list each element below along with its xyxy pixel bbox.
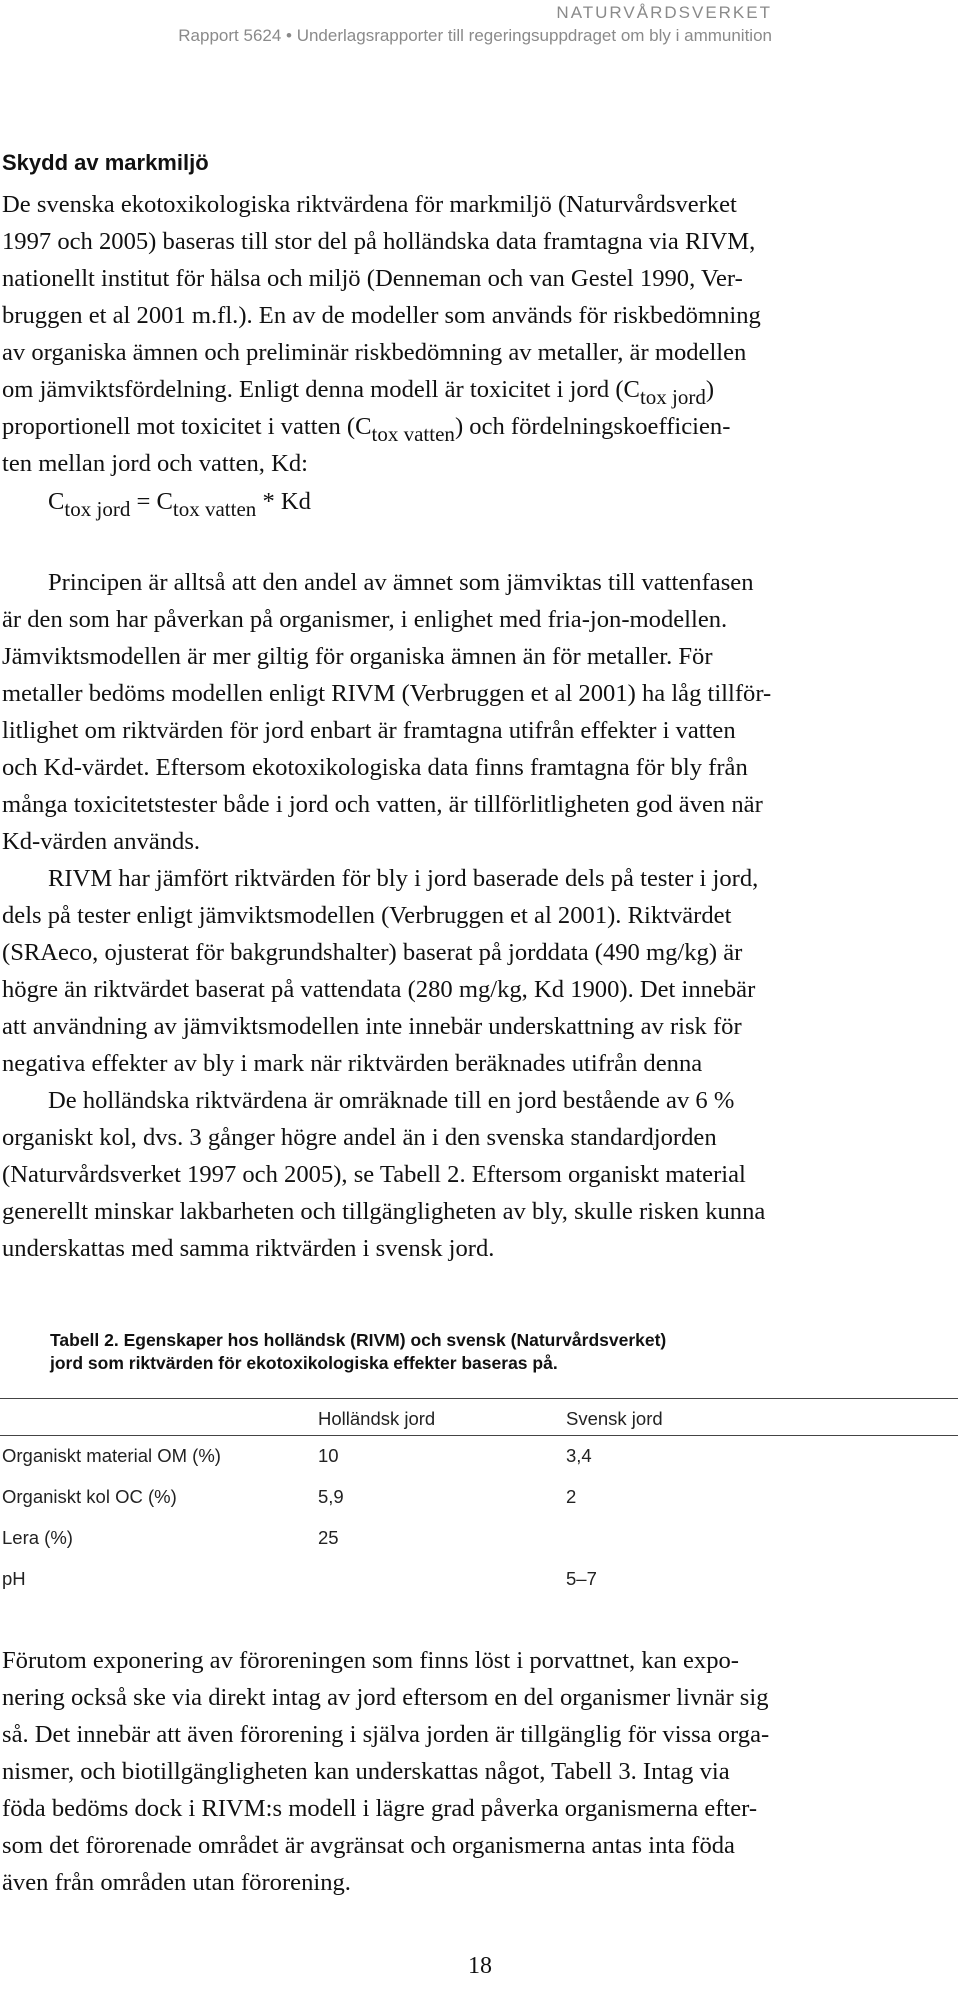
text-line: Kd-värden används. [2,828,201,855]
running-header [178,2,772,48]
table-cell: 2 [566,1486,577,1507]
table-cell: 5,9 [318,1486,344,1507]
equation-symbol: = C [130,488,173,515]
text-line: dels på tester enligt jämviktsmodellen (Verbruggen et al 2001). Riktvärdet [2,902,732,929]
text-line: RIVM har jämfört riktvärden för bly i jord baserade dels på tester i jord, [48,865,759,892]
text-line: och Kd-värdet. Eftersom ekotoxikologiska data finns framtagna för bly från [2,754,748,781]
text-line: De svenska ekotoxikologiska riktvärdena för markmiljö (Naturvårdsverket [2,191,737,218]
text-line: underskattas med samma riktvärden i svensk jord. [2,1235,495,1262]
text-fragment: om jämviktsfördelning. Enligt denna modell är toxicitet i jord (C [2,376,640,403]
table-row [0,1477,958,1518]
paragraph-principle [2,564,950,1267]
text-fragment: ) och fördelningskoefficien- [454,413,731,440]
text-line: litlighet om riktvärden för jord enbart är framtagna utifrån effekter i vatten [2,717,736,744]
text-line: nering också ske via direkt intag av jord eftersom en del organismer livnär sig [2,1684,769,1711]
table-cell: Organiskt kol OC (%) [2,1486,177,1507]
table-cell: Lera (%) [2,1527,73,1548]
caption-line: Tabell 2. Egenskaper hos holländsk (RIVM) och svensk (Naturvårdsverket) [50,1330,667,1350]
header-organization: NATURVÅRDSVERKET [556,3,772,22]
paragraph-intro [2,186,950,532]
table-row [0,1436,958,1477]
text-line: organiskt kol, dvs. 3 gånger högre andel än i den svenska standardjorden [2,1124,717,1151]
page-number: 18 [468,1953,492,1979]
table-row [0,1518,958,1559]
header-report-title: Rapport 5624 • Underlagsrapporter till regeringsuppdraget om bly i ammunition [178,26,772,45]
text-line: 1997 och 2005) baseras till stor del på holländska data framtagna via RIVM, [2,228,756,255]
caption-line: jord som riktvärden för ekotoxikologiska effekter baseras på. [50,1353,558,1373]
text-fragment: proportionell mot toxicitet i vatten (C [2,413,372,440]
equation-symbol: * Kd [256,488,311,515]
paragraph-exposure [2,1642,950,1901]
text-line-with-subscript [2,371,950,408]
subscript: tox jord [639,385,706,409]
equation [2,472,950,532]
text-line: De holländska riktvärdena är omräknade till en jord bestående av 6 % [48,1087,735,1114]
text-line: av organiska ämnen och preliminär riskbedömning av metaller, är modellen [2,339,747,366]
text-fragment: ) [705,376,715,403]
text-line: metaller bedöms modellen enligt RIVM (Verbruggen et al 2001) ha låg tillför- [2,680,772,707]
text-line: negativa effekter av bly i mark när riktvärden beräknades utifrån denna [2,1050,703,1077]
subscript: tox vatten [172,497,257,521]
text-line: högre än riktvärdet baserat på vattendata (280 mg/kg, Kd 1900). Det innebär [2,976,756,1003]
table-row [0,1559,958,1600]
text-line: nismer, och biotillgängligheten kan underskattas något, Tabell 3. Intag via [2,1758,730,1785]
table-header-row [0,1399,958,1435]
column-header: Holländsk jord [318,1408,436,1429]
text-line: som det förorenade området är avgränsat och organismerna antas inta föda [2,1832,735,1859]
text-line: Principen är alltså att den andel av ämnet som jämviktas till vattenfasen [48,569,754,596]
column-header: Svensk jord [566,1408,663,1429]
text-line: Jämviktsmodellen är mer giltig för organiska ämnen än för metaller. För [2,643,713,670]
subscript: tox jord [64,497,131,521]
text-line: generellt minskar lakbarheten och tillgängligheten av bly, skulle risken kunna [2,1198,766,1225]
text-line: nationellt institut för hälsa och miljö (Denneman och van Gestel 1990, Ver- [2,265,743,292]
table-caption [50,1329,666,1375]
table-cell: 10 [318,1445,339,1466]
text-line: är den som har påverkan på organismer, i enlighet med fria-jon-modellen. [2,606,728,633]
text-line: Förutom exponering av föroreningen som finns löst i porvattnet, kan expo- [2,1647,739,1674]
text-line: att användning av jämviktsmodellen inte innebär underskattning av risk för [2,1013,742,1040]
table-cell: Organiskt material OM (%) [2,1445,221,1466]
text-line: (Naturvårdsverket 1997 och 2005), se Tabell 2. Eftersom organiskt material [2,1161,746,1188]
text-line: ten mellan jord och vatten, Kd: [2,450,308,477]
properties-table [0,1398,958,1600]
text-line: bruggen et al 2001 m.fl.). En av de modeller som används för riskbedömning [2,302,761,329]
text-line-with-subscript [2,408,950,445]
subscript: tox vatten [371,422,455,446]
text-line: (SRAeco, ojusterat för bakgrundshalter) baserat på jorddata (490 mg/kg) är [2,939,743,966]
text-line: många toxicitetstester både i jord och vatten, är tillförlitligheten god även när [2,791,763,818]
text-line: så. Det innebär att även förorening i själva jorden är tillgänglig för vissa orga- [2,1721,770,1748]
table-cell: 3,4 [566,1445,592,1466]
text-line: även från områden utan förorening. [2,1869,351,1896]
text-line: föda bedöms dock i RIVM:s modell i lägre grad påverka organismerna efter- [2,1795,758,1822]
table-cell: 5–7 [566,1568,597,1589]
section-heading: Skydd av markmiljö [2,150,209,175]
equation-symbol: C [48,488,65,515]
table-cell: 25 [318,1527,339,1548]
table-cell: pH [2,1568,26,1589]
